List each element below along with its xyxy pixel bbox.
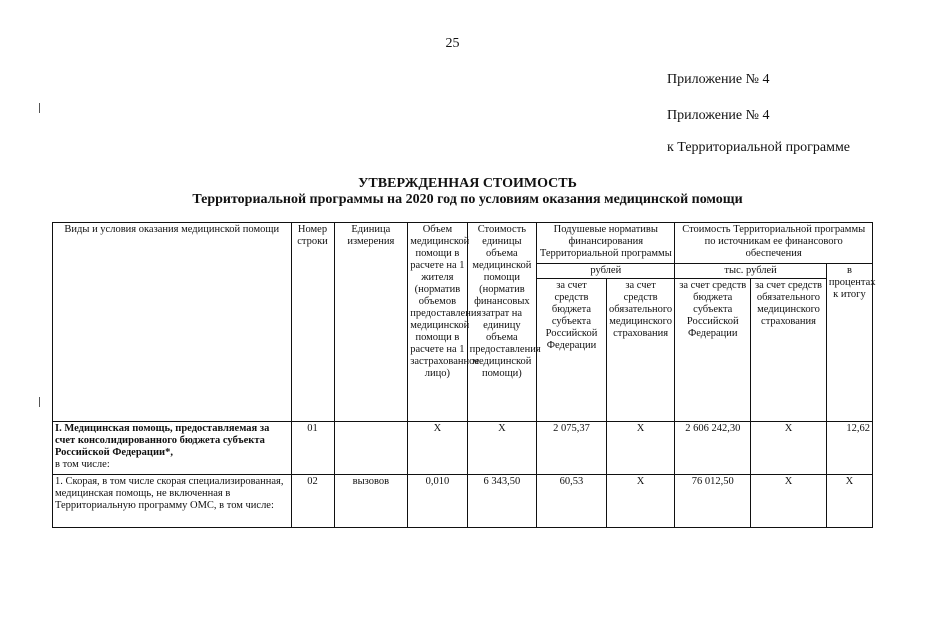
- row-unit-cost: X: [467, 422, 537, 475]
- row-per-capita-oms: X: [606, 422, 675, 475]
- header-budget-subject: за счет средств бюджета субъекта Российской Федерации: [537, 279, 607, 422]
- header-unit-cost: Стоимость единицы объема медицинской помощи (норматив финансовых затрат на единицу объема предоставления медицинской помощи): [467, 223, 537, 422]
- header-unit: Единица измерения: [334, 223, 408, 422]
- row-name-text: I. Медицинская помощь, предоставляемая за счет консолидированного бюджета субъекта Российской Федерации*,: [55, 423, 270, 458]
- header-per-capita: Подушевые нормативы финансирования Территориальной программы: [537, 223, 675, 264]
- row-number: 02: [291, 475, 334, 528]
- row-cost-oms: X: [751, 475, 827, 528]
- header-oms: за счет средств обязательного медицинского страхования: [606, 279, 675, 422]
- header-rubles: рублей: [537, 264, 675, 279]
- header-cost-by-source: Стоимость Территориальной программы по источникам ее финансового обеспечения: [675, 223, 873, 264]
- table-row: [53, 422, 873, 475]
- document-title: УТВЕРЖДЕННАЯ СТОИМОСТЬ: [358, 176, 577, 191]
- annex-label-repeat: Приложение № 4: [667, 108, 770, 123]
- row-percent: X: [826, 475, 872, 528]
- row-volume: X: [408, 422, 467, 475]
- row-per-capita-budget: 2 075,37: [537, 422, 607, 475]
- row-per-capita-oms: X: [606, 475, 675, 528]
- table-row: [53, 475, 873, 528]
- header-row-number: Номер строки: [291, 223, 334, 422]
- document-subtitle: Территориальной программы на 2020 год по условиям оказания медицинской помощи: [192, 192, 743, 207]
- header-thousand-rubles: тыс. рублей: [675, 264, 827, 279]
- row-name-text: 1. Скорая, в том числе скорая специализированная, медицинская помощь, не включенная в Территориальную программу ОМС, в том числе:: [55, 476, 284, 511]
- row-cost-budget: 2 606 242,30: [675, 422, 751, 475]
- row-percent: 12,62: [826, 422, 872, 475]
- header-oms: за счет средств обязательного медицинского страхования: [751, 279, 827, 422]
- row-cost-oms: X: [751, 422, 827, 475]
- page-number: 25: [445, 36, 460, 51]
- header-budget-subject: за счет средств бюджета субъекта Российской Федерации: [675, 279, 751, 422]
- header-percent-total: в процентах к итогу: [826, 264, 872, 422]
- margin-mark: [39, 103, 40, 113]
- row-name-suffix: в том числе:: [55, 459, 110, 470]
- row-name: [53, 422, 292, 475]
- margin-mark: [39, 397, 40, 407]
- row-cost-budget: 76 012,50: [675, 475, 751, 528]
- row-unit: вызовов: [334, 475, 408, 528]
- header-row: [53, 223, 873, 264]
- annex-label: Приложение № 4: [667, 72, 770, 87]
- row-number: 01: [291, 422, 334, 475]
- annex-program-reference: к Территориальной программе: [667, 140, 851, 155]
- header-volume: Объем медицинской помощи в расчете на 1 жителя (норматив объемов предоставления медицинской помощи в расчете на 1 застрахованное лицо): [408, 223, 467, 422]
- row-unit-cost: 6 343,50: [467, 475, 537, 528]
- header-types: Виды и условия оказания медицинской помощи: [53, 223, 292, 422]
- cost-table: [52, 222, 876, 528]
- row-volume: 0,010: [408, 475, 467, 528]
- row-per-capita-budget: 60,53: [537, 475, 607, 528]
- row-name: [53, 475, 292, 528]
- row-unit: [334, 422, 408, 475]
